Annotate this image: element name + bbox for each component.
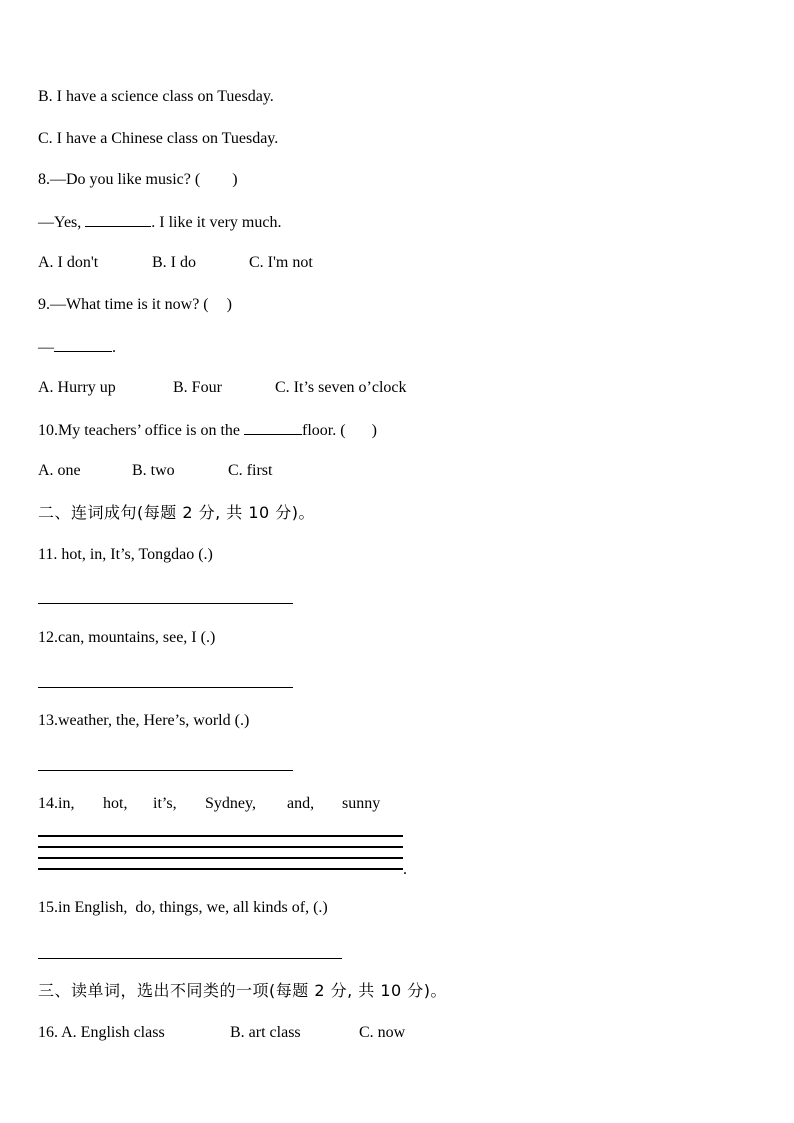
q7-option-c: C. I have a Chinese class on Tuesday.: [38, 130, 279, 147]
q15-answer-line[interactable]: [38, 958, 342, 959]
q8-question-close: ): [232, 171, 238, 188]
q9-answer-blank[interactable]: [54, 337, 112, 352]
q9-question-text: 9.—What time is it now? (: [38, 296, 209, 313]
q10-question-prefix: 10.My teachers’ office is on the: [38, 422, 241, 439]
q14-answer-line-3[interactable]: [38, 857, 403, 859]
q8-option-b: B. I do: [152, 254, 196, 271]
q8-answer-suffix: . I like it very much.: [151, 214, 282, 231]
q10-option-a: A. one: [38, 462, 81, 479]
q11-prompt: 11. hot, in, It’s, Tongdao (.): [38, 546, 213, 563]
q8-option-c: C. I'm not: [249, 254, 313, 271]
q14-period: .: [403, 861, 407, 878]
q8-answer-prefix: —Yes,: [38, 214, 82, 231]
q14-word-6: sunny: [342, 795, 381, 812]
q14-answer-line-1[interactable]: [38, 835, 403, 837]
q10-option-b: B. two: [132, 462, 175, 479]
q7-option-b: B. I have a science class on Tuesday.: [38, 88, 274, 105]
q12-answer-line[interactable]: [38, 687, 293, 688]
q8-option-a: A. I don't: [38, 254, 99, 271]
q8-question: [38, 170, 238, 190]
q9-option-b: B. Four: [173, 379, 222, 396]
q16-option-c: C. now: [359, 1024, 406, 1041]
q9-option-a: A. Hurry up: [38, 379, 116, 396]
q14-word-2: hot,: [103, 795, 128, 812]
q14-answer-line-2[interactable]: [38, 846, 403, 848]
q9-answer: [38, 337, 116, 358]
q10-question-suffix: floor. (: [302, 422, 346, 439]
q8-answer-blank[interactable]: [85, 212, 151, 227]
q11-answer-line[interactable]: [38, 603, 293, 604]
q14-answer-line-4[interactable]: [38, 868, 403, 870]
q9-question-close: ): [226, 296, 232, 313]
q14-word-3: it’s,: [153, 795, 177, 812]
q14-word-1: 14.in,: [38, 795, 75, 812]
q16-option-a: 16. A. English class: [38, 1024, 165, 1041]
q9-answer-suffix: .: [112, 339, 116, 356]
q10-question-close: ): [371, 422, 377, 439]
q13-answer-line[interactable]: [38, 770, 293, 771]
q15-prompt: 15.in English, do, things, we, all kinds of, (.): [38, 899, 328, 916]
q14-word-4: Sydney,: [205, 795, 256, 812]
q9-question: [38, 295, 232, 315]
section-3-heading: 三、读单词，选出不同类的一项(每题 2 分, 共 10 分)。: [38, 981, 448, 1000]
q13-prompt: 13.weather, the, Here’s, world (.): [38, 712, 250, 729]
q8-answer: [38, 212, 281, 233]
q14-word-5: and,: [287, 795, 315, 812]
q9-option-c: C. It’s seven o’clock: [275, 379, 407, 396]
q12-prompt: 12.can, mountains, see, I (.): [38, 629, 216, 646]
q10-question: [38, 420, 377, 441]
q10-blank[interactable]: [244, 420, 302, 435]
section-2-heading: 二、连词成句(每题 2 分, 共 10 分)。: [38, 503, 316, 522]
q8-question-text: 8.—Do you like music? (: [38, 171, 201, 188]
q9-answer-prefix: —: [38, 339, 54, 356]
q10-option-c: C. first: [228, 462, 273, 479]
q16-option-b: B. art class: [230, 1024, 301, 1041]
